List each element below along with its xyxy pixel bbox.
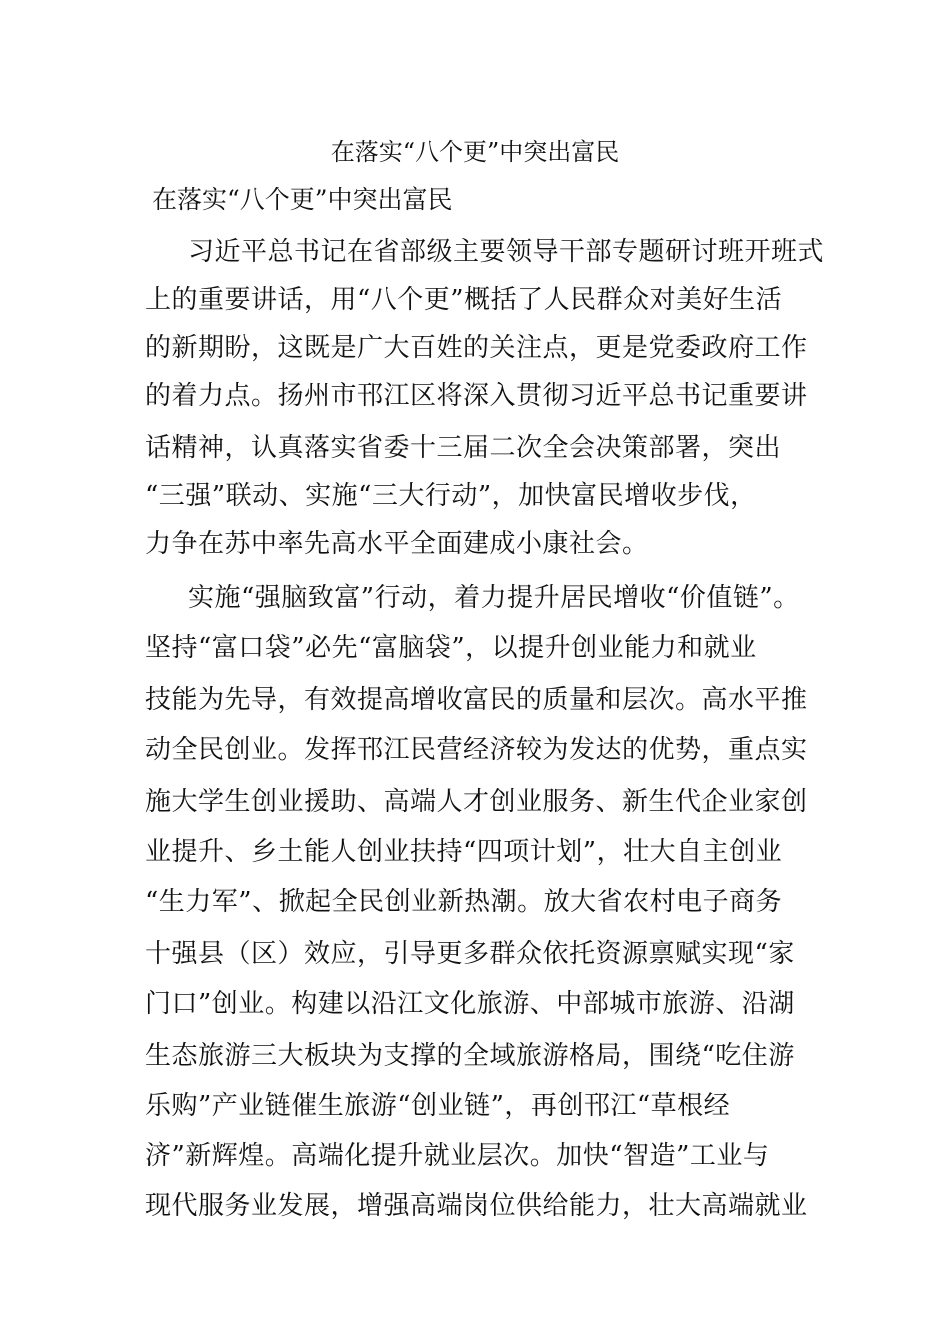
paragraph-line: 乐购”产业链催生旅游“创业链”，再创邗江“草根经 [145,1091,731,1121]
paragraph-line: 习近平总书记在省部级主要领导干部专题研讨班开班式 [188,237,825,267]
paragraph-line: 实施“强脑致富”行动，着力提升居民增收“价值链”。 [188,583,800,613]
paragraph-line: 生态旅游三大板块为支撑的全域旅游格局，围绕“吃住游 [145,1041,795,1071]
paragraph-line: 上的重要讲话，用“八个更”概括了人民群众对美好生活 [145,285,783,315]
paragraph-line: 技能为先导，有效提高增收富民的质量和层次。高水平推 [145,685,808,715]
paragraph-line: 现代服务业发展，增强高端岗位供给能力，壮大高端就业 [145,1191,808,1221]
paragraph-line: “三强”联动、实施“三大行动”，加快富民增收步伐， [145,481,757,511]
paragraph-line: 施大学生创业援助、高端人才创业服务、新生代企业家创 [145,787,808,817]
document-title: 在落实“八个更”中突出富民 [330,138,620,166]
paragraph-line: 动全民创业。发挥邗江民营经济较为发达的优势，重点实 [145,735,808,765]
paragraph-line: “生力军”、掀起全民创业新热潮。放大省农村电子商务 [145,887,783,917]
paragraph-line: 业提升、乡土能人创业扶持“四项计划”，壮大自主创业 [145,837,783,867]
paragraph-line: 力争在苏中率先高水平全面建成小康社会。 [145,529,649,559]
paragraph-line: 门口”创业。构建以沿江文化旅游、中部城市旅游、沿湖 [145,989,795,1019]
paragraph-line: 十强县（区）效应，引导更多群众依托资源禀赋实现“家 [145,939,795,969]
paragraph-line: 话精神，认真落实省委十三届二次全会决策部署，突出 [145,433,782,463]
paragraph-line: 坚持“富口袋”必先“富脑袋”，以提升创业能力和就业 [145,633,757,663]
paragraph-line: 的着力点。扬州市邗江区将深入贯彻习近平总书记重要讲 [145,381,808,411]
paragraph-line: 济”新辉煌。高端化提升就业层次。加快“智造”工业与 [145,1141,770,1171]
paragraph-line: 的新期盼，这既是广大百姓的关注点，更是党委政府工作 [145,333,808,363]
document-subtitle: 在落实“八个更”中突出富民 [152,185,453,214]
